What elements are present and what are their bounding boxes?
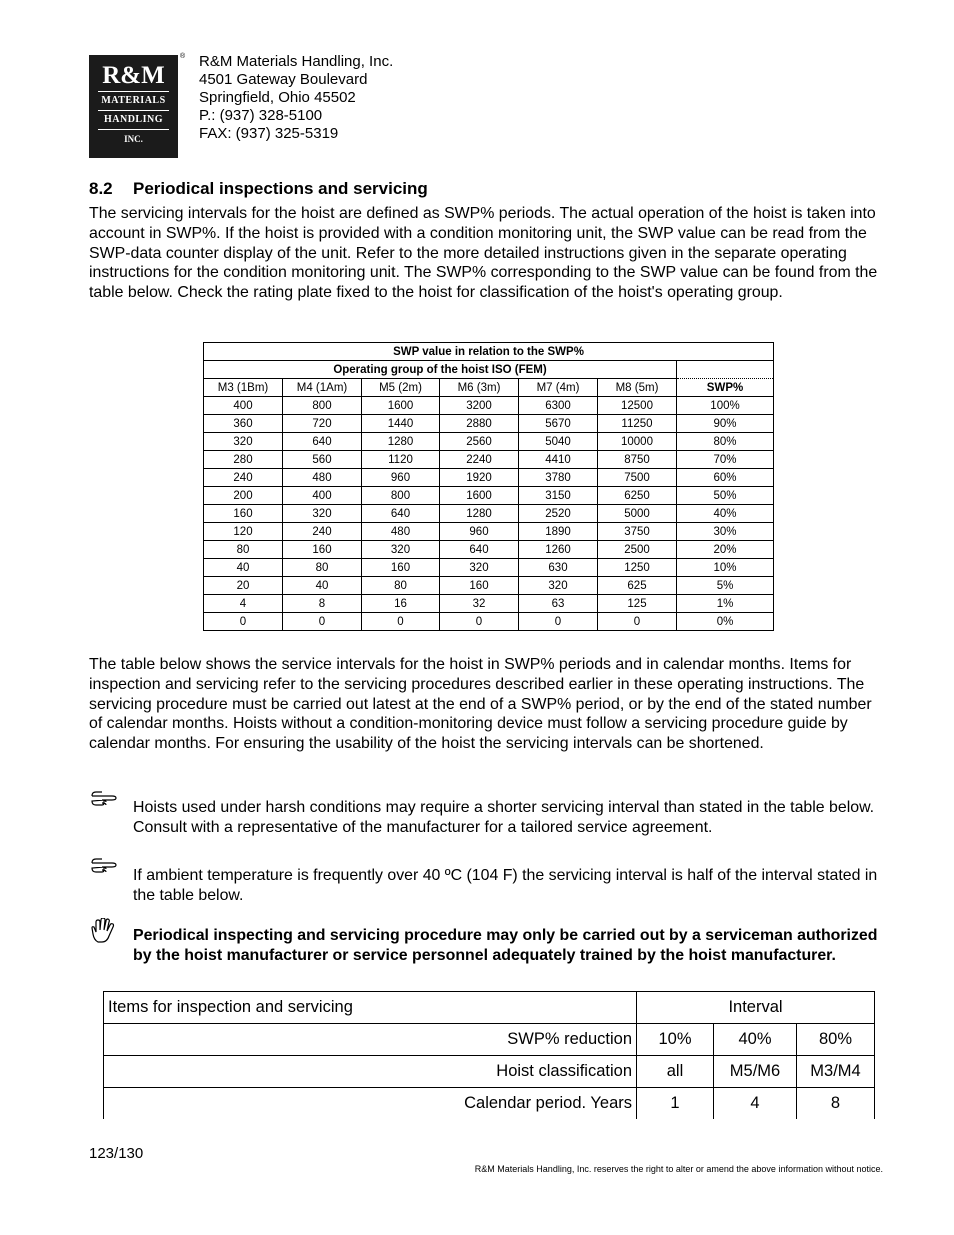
interval-cell: 4: [714, 1088, 797, 1120]
table-cell: 480: [283, 469, 362, 487]
table-cell: 60%: [677, 469, 774, 487]
table-cell: 63: [519, 595, 598, 613]
table-cell: 3150: [519, 487, 598, 505]
column-header: SWP%: [677, 379, 774, 397]
table-cell: 12500: [598, 397, 677, 415]
table-cell: 2520: [519, 505, 598, 523]
table-cell: 630: [519, 559, 598, 577]
table-cell: 80: [283, 559, 362, 577]
table-row: [204, 433, 774, 451]
interval-cell: M5/M6: [714, 1056, 797, 1088]
table-cell: 960: [362, 469, 440, 487]
table-cell: 1250: [598, 559, 677, 577]
table-cell: 320: [440, 559, 519, 577]
table-cell: 800: [362, 487, 440, 505]
table-row: [204, 613, 774, 631]
pointing-hand-icon: [90, 788, 126, 812]
table-cell: 240: [283, 523, 362, 541]
address-line: P.: (937) 328-5100: [199, 107, 323, 124]
table-cell: 800: [283, 397, 362, 415]
table-cell: 16: [362, 595, 440, 613]
table-cell: 1890: [519, 523, 598, 541]
column-header: M8 (5m): [598, 379, 677, 397]
table-cell: 5000: [598, 505, 677, 523]
table-cell: 8: [283, 595, 362, 613]
warning-authorized-personnel: Periodical inspecting and servicing procedure may only be carried out by a serviceman authorized by the hoist manufacturer or service personnel adequately trained by the hoist manufacturer.: [133, 927, 878, 964]
address-line: 4501 Gateway Boulevard: [199, 71, 368, 88]
table-row: [104, 1024, 875, 1056]
table-cell: 640: [283, 433, 362, 451]
table-cell: 80: [204, 541, 283, 559]
table-cell: 6300: [519, 397, 598, 415]
table-row: [204, 487, 774, 505]
table-cell: 30%: [677, 523, 774, 541]
service-intervals-paragraph: The table below shows the service intervals for the hoist in SWP% periods and in calendar months. Items for inspection and servicing refer to the servicing procedures described earlier in these operating instructions. The servicing procedure must be carried out latest at the end of a SWP% period, or by the end of the stated number of calendar months. Hoists without a condition-monitoring device must follow a servicing procedure guide by calendar months. For ensuring the usability of the hoist the servicing intervals can be shortened.: [89, 656, 872, 753]
table-cell: 160: [440, 577, 519, 595]
table-cell: 8750: [598, 451, 677, 469]
table-cell: 120: [204, 523, 283, 541]
table-cell: 640: [440, 541, 519, 559]
table-cell: 7500: [598, 469, 677, 487]
table-cell: 1260: [519, 541, 598, 559]
table-cell: 320: [519, 577, 598, 595]
interval-cell: 8: [797, 1088, 875, 1120]
logo-handling: HANDLING: [103, 114, 163, 125]
table-cell: 70%: [677, 451, 774, 469]
row-label: Hoist classification: [104, 1056, 637, 1088]
table-cell: 5670: [519, 415, 598, 433]
table-row: [104, 1088, 875, 1120]
interval-cell: 80%: [797, 1024, 875, 1056]
section-number: 8.2: [89, 179, 113, 198]
company-address: [199, 53, 393, 143]
table-cell: 560: [283, 451, 362, 469]
logo-materials: MATERIALS: [101, 95, 166, 106]
table-cell: 11250: [598, 415, 677, 433]
table-cell: 10000: [598, 433, 677, 451]
table-row: [204, 559, 774, 577]
raised-hand-icon: [90, 918, 118, 944]
column-header: M4 (1Am): [283, 379, 362, 397]
table-cell: 200: [204, 487, 283, 505]
logo-divider: [98, 129, 169, 130]
table-cell: 10%: [677, 559, 774, 577]
table-cell: 3780: [519, 469, 598, 487]
table-cell: 40: [204, 559, 283, 577]
logo-inc: INC.: [124, 134, 143, 144]
address-line: FAX: (937) 325-5319: [199, 125, 339, 142]
table-row: [204, 469, 774, 487]
table-cell: 280: [204, 451, 283, 469]
table-cell: 2240: [440, 451, 519, 469]
swp-column-header-row: [204, 379, 774, 397]
table-cell: 1120: [362, 451, 440, 469]
table-cell: 2880: [440, 415, 519, 433]
table-cell: 100%: [677, 397, 774, 415]
section-heading: [89, 179, 428, 199]
table-row: [204, 541, 774, 559]
table-cell: 40: [283, 577, 362, 595]
table-cell: 90%: [677, 415, 774, 433]
swp-group-header: Operating group of the hoist ISO (FEM): [204, 361, 677, 379]
swp-table-body: [204, 397, 774, 631]
table-cell: 0: [519, 613, 598, 631]
table-cell: 40%: [677, 505, 774, 523]
table-cell: 5%: [677, 577, 774, 595]
table-cell: 720: [283, 415, 362, 433]
column-header: M7 (4m): [519, 379, 598, 397]
table-cell: 640: [362, 505, 440, 523]
table-cell: 320: [362, 541, 440, 559]
table-row: [104, 1056, 875, 1088]
table-cell: 160: [283, 541, 362, 559]
swp-table: [203, 342, 774, 631]
company-logo: [89, 55, 178, 158]
address-line: Springfield, Ohio 45502: [199, 89, 356, 106]
table-row: [204, 577, 774, 595]
note-harsh-conditions: Hoists used under harsh conditions may require a shorter servicing interval than stated in the table below. Consult with a representative of the manufacturer for a tailored service agreement.: [133, 799, 875, 836]
footer-disclaimer: R&M Materials Handling, Inc. reserves the right to alter or amend the above information without notice.: [474, 1164, 883, 1174]
table-cell: 1440: [362, 415, 440, 433]
items-header: Items for inspection and servicing: [104, 992, 637, 1024]
table-cell: 0%: [677, 613, 774, 631]
table-row: [204, 451, 774, 469]
table-cell: 2500: [598, 541, 677, 559]
registered-mark: ®: [180, 53, 186, 60]
table-cell: 0: [598, 613, 677, 631]
table-cell: 80: [362, 577, 440, 595]
interval-cell: 1: [637, 1088, 714, 1120]
table-cell: 1280: [362, 433, 440, 451]
service-interval-table: [103, 991, 875, 1119]
table-cell: 360: [204, 415, 283, 433]
section-title: Periodical inspections and servicing: [133, 179, 428, 198]
table-cell: 3750: [598, 523, 677, 541]
row-label: Calendar period. Years: [104, 1088, 637, 1120]
swp-table-title: SWP value in relation to the SWP%: [204, 343, 774, 361]
table-row: [204, 397, 774, 415]
table-cell: 320: [283, 505, 362, 523]
interval-cell: all: [637, 1056, 714, 1088]
table-cell: 400: [283, 487, 362, 505]
table-cell: 0: [204, 613, 283, 631]
pointing-hand-icon: [90, 855, 126, 879]
table-cell: 0: [440, 613, 519, 631]
table-cell: 160: [204, 505, 283, 523]
table-cell: 50%: [677, 487, 774, 505]
table-cell: 400: [204, 397, 283, 415]
address-line: R&M Materials Handling, Inc.: [199, 53, 394, 70]
table-cell: 2560: [440, 433, 519, 451]
table-cell: 1600: [362, 397, 440, 415]
logo-rm: R&M: [102, 62, 165, 89]
table-row: [204, 523, 774, 541]
table-row: [204, 595, 774, 613]
table-cell: 0: [362, 613, 440, 631]
table-cell: 32: [440, 595, 519, 613]
table-cell: 320: [204, 433, 283, 451]
interval-cell: M3/M4: [797, 1056, 875, 1088]
table-cell: 960: [440, 523, 519, 541]
table-cell: 4: [204, 595, 283, 613]
table-cell: 240: [204, 469, 283, 487]
table-cell: 625: [598, 577, 677, 595]
interval-cell: 40%: [714, 1024, 797, 1056]
table-cell: 1%: [677, 595, 774, 613]
interval-header: Interval: [637, 992, 875, 1024]
intro-paragraph: The servicing intervals for the hoist are defined as SWP% periods. The actual operation of the hoist is taken into account in SWP%. If the hoist is provided with a condition monitoring unit, the SWP value can be read from the SWP-data counter display of the unit. Refer to the more detailed instructions given in the separate operating instructions for the condition monitoring unit. The SWP% corresponding to the SWP value can be found from the table below. Check the rating plate fixed to the hoist for classification of the hoist's operating group.: [89, 205, 878, 302]
column-header: M6 (3m): [440, 379, 519, 397]
table-cell: 0: [283, 613, 362, 631]
table-cell: 3200: [440, 397, 519, 415]
table-cell: 1280: [440, 505, 519, 523]
page-number: 123/130: [89, 1145, 144, 1162]
note-ambient-temperature: If ambient temperature is frequently over 40 ºC (104 F) the servicing interval is half of the interval stated in the table below.: [133, 867, 878, 904]
logo-divider: [98, 91, 169, 92]
table-cell: 20: [204, 577, 283, 595]
table-cell: 20%: [677, 541, 774, 559]
table-cell: 5040: [519, 433, 598, 451]
table-row: [204, 505, 774, 523]
table-cell: 480: [362, 523, 440, 541]
table-cell: 1920: [440, 469, 519, 487]
swp-blank-cell: [677, 361, 774, 379]
table-cell: 1600: [440, 487, 519, 505]
table-cell: 80%: [677, 433, 774, 451]
table-cell: 160: [362, 559, 440, 577]
column-header: M3 (1Bm): [204, 379, 283, 397]
interval-cell: 10%: [637, 1024, 714, 1056]
row-label: SWP% reduction: [104, 1024, 637, 1056]
logo-divider: [98, 110, 169, 111]
table-row: [204, 415, 774, 433]
table-cell: 6250: [598, 487, 677, 505]
column-header: M5 (2m): [362, 379, 440, 397]
table-cell: 4410: [519, 451, 598, 469]
table-cell: 125: [598, 595, 677, 613]
